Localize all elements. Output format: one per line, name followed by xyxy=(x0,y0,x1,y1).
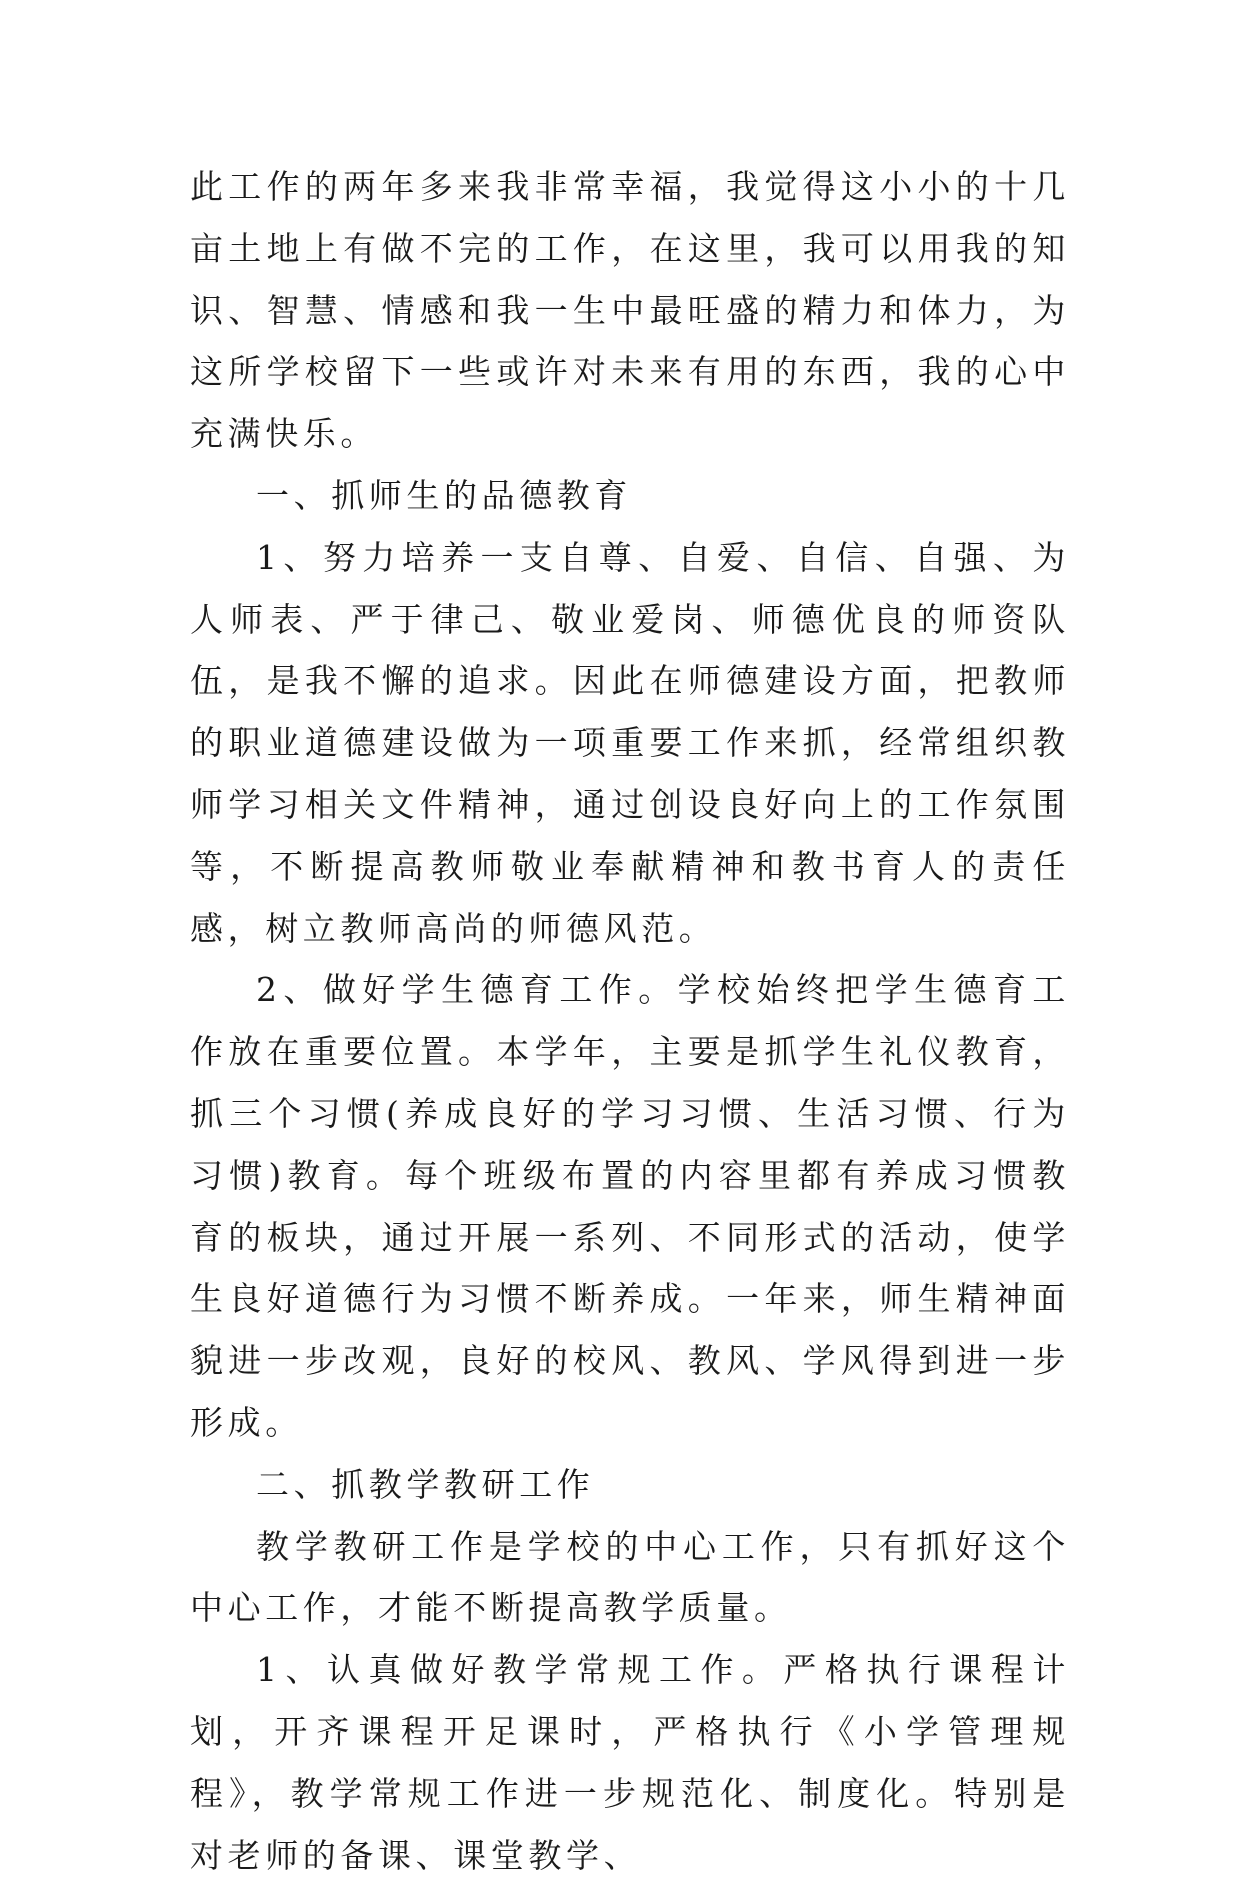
paragraph-continuation: 此工作的两年多来我非常幸福，我觉得这小小的十几亩土地上有做不完的工作，在这里，我可以用我的知识、智慧、情感和我一生中最旺盛的精力和体力，为这所学校留下一些或许对未来有用的东西，我的心中充满快乐。 xyxy=(190,167,1070,454)
paragraph-student-moral-education: 2、做好学生德育工作。学校始终把学生德育工作放在重要位置。本学年，主要是抓学生礼仪教育，抓三个习惯(养成良好的学习习惯、生活习惯、行为习惯)教育。每个班级布置的内容里都有养成习惯教育的板块，通过开展一系列、不同形式的活动，使学生良好道德行为习惯不断养成。一年来，师生精神面貌进一步改观，良好的校风、教风、学风得到进一步形成。 xyxy=(190,970,1070,1442)
section-heading-moral-education: 一、抓师生的品德教育 xyxy=(256,475,632,515)
paragraph-teaching-routine: 1、认真做好教学常规工作。严格执行课程计划，开齐课程开足课时，严格执行《小学管理规程》，教学常规工作进一步规范化、制度化。特别是对老师的备课、课堂教学、 xyxy=(190,1650,1070,1875)
paragraph-teacher-ethics: 1、努力培养一支自尊、自爱、自信、自强、为人师表、严于律己、敬业爱岗、师德优良的师资队伍，是我不懈的追求。因此在师德建设方面，把教师的职业道德建设做为一项重要工作来抓，经常组织教师学习相关文件精神，通过创设良好向上的工作氛围等，不断提高教师敬业奉献精神和教书育人的责任感，树立教师高尚的师德风范。 xyxy=(190,537,1070,948)
document-body xyxy=(190,156,1070,1886)
paragraph-teaching-research-intro: 教学教研工作是学校的中心工作，只有抓好这个中心工作，才能不断提高教学质量。 xyxy=(190,1526,1070,1628)
section-heading-teaching-research: 二、抓教学教研工作 xyxy=(256,1464,595,1504)
